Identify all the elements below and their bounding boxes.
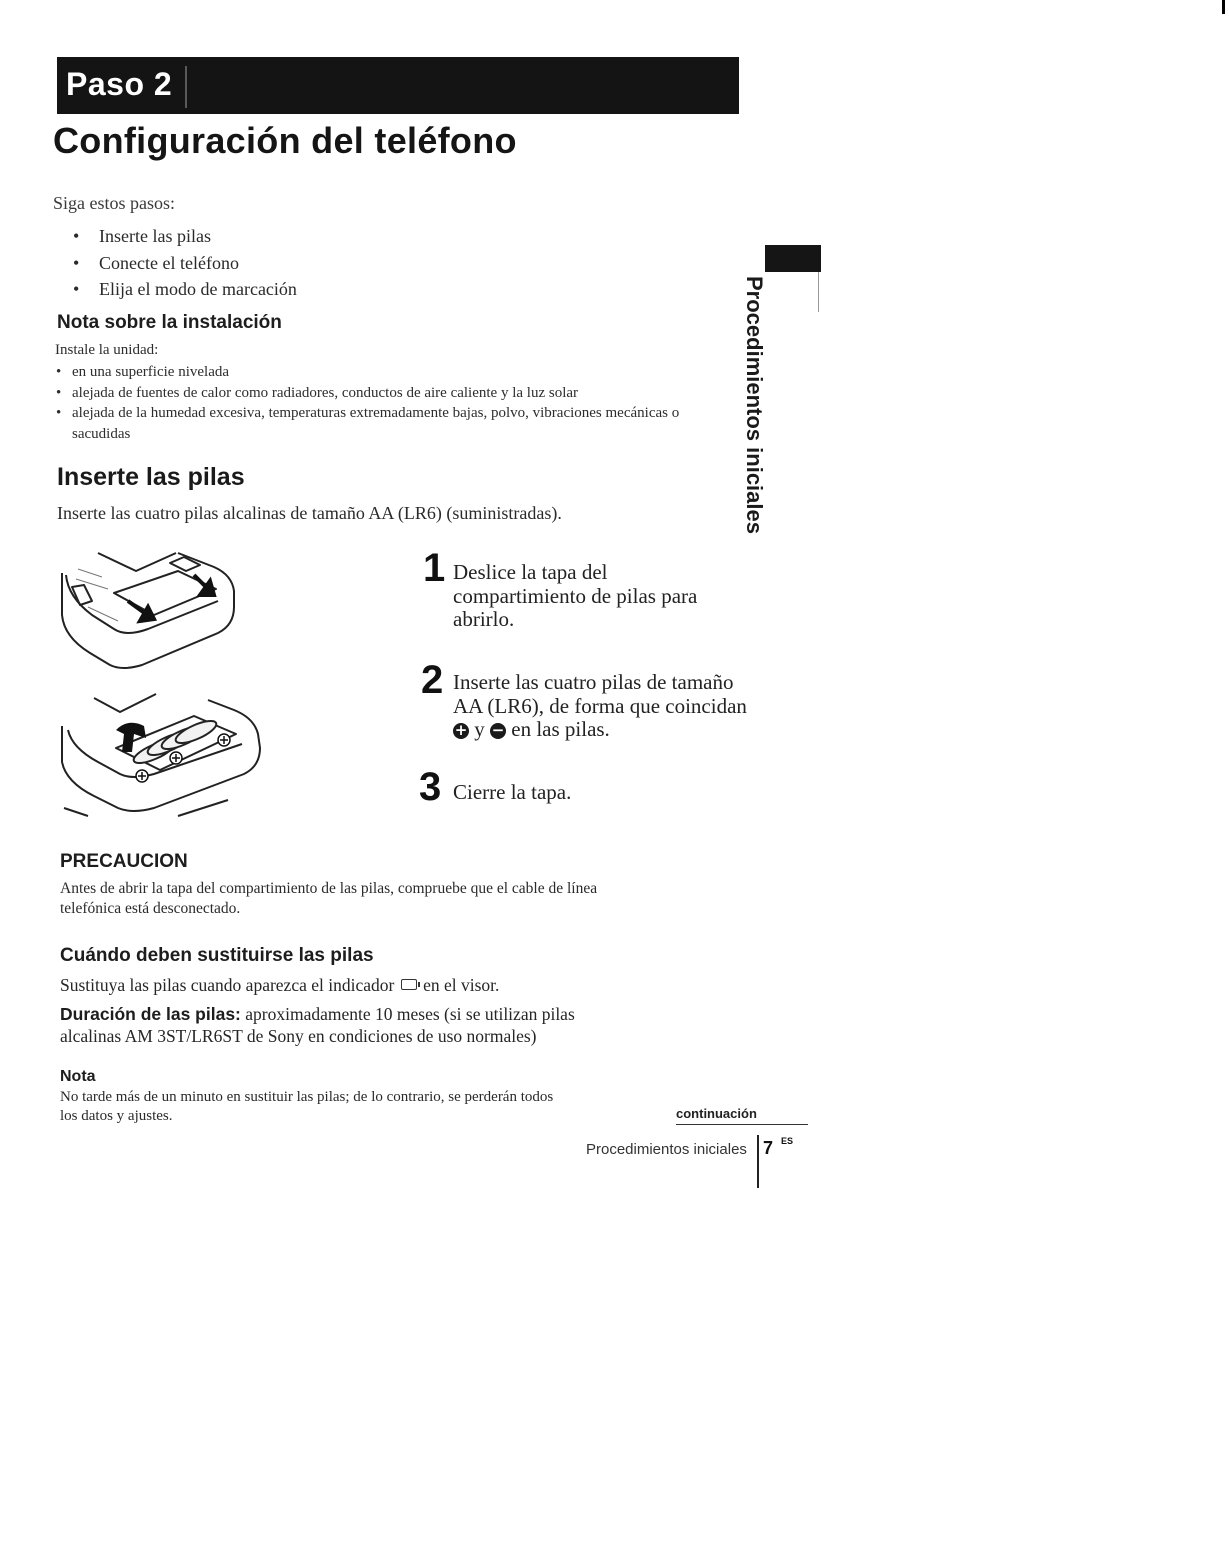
plus-circle-icon: + [454, 721, 468, 739]
footnote-heading: Nota [60, 1068, 96, 1085]
battery-low-icon [401, 979, 417, 990]
replacement-text-after: en el visor. [423, 975, 500, 995]
continued-label: continuación [676, 1106, 757, 1121]
step-text-3: Cierre la tapa. [453, 780, 572, 804]
minus-circle-icon: − [491, 721, 505, 739]
replacement-heading: Cuándo deben sustituirse las pilas [60, 945, 374, 966]
replacement-text-before: Sustituya las pilas cuando aparezca el indicador [60, 975, 395, 995]
step-label: Paso 2 [66, 66, 173, 102]
installation-note-lead: Instale la unidad: [55, 342, 159, 358]
replacement-text [60, 975, 499, 996]
step-number-1: 1 [423, 546, 446, 590]
step-text-2-mid: y [474, 717, 485, 741]
installation-note-item: • en una superficie nivelada [72, 362, 712, 383]
step-text-2-after: en las pilas. [511, 717, 610, 741]
battery-duration-text: aproximadamente 10 meses (si se utilizan pilas alcalinas AM 3ST/LR6ST de Sony en condiciones de uso normales) [60, 1004, 575, 1046]
intro-step: • Elija el modo de marcación [99, 276, 297, 303]
battery-duration [60, 1004, 640, 1047]
installation-note-list [72, 362, 712, 444]
step-text-2 [453, 671, 753, 742]
footer-divider [757, 1135, 759, 1188]
caution-text: Antes de abrir la tapa del compartimiento de las pilas, compruebe que el cable de línea telefónica está desconectado. [60, 880, 598, 917]
step-text-1: Deslice la tapa del compartimiento de pilas para abrirlo. [453, 560, 698, 631]
side-tab-label: Procedimientos iniciales [742, 276, 767, 534]
step-header-divider [185, 66, 187, 108]
installation-note-item: • alejada de la humedad excesiva, temperaturas extremadamente bajas, polvo, vibraciones mecánicas o sacudidas [72, 403, 712, 444]
side-tab-rule [818, 272, 819, 312]
step-number-3: 3 [419, 765, 442, 809]
scan-edge-mark [1222, 0, 1225, 14]
installation-note-heading: Nota sobre la instalación [57, 312, 282, 333]
battery-duration-label: Duración de las pilas: [60, 1004, 241, 1024]
intro-lead: Siga estos pasos: [53, 193, 176, 213]
batteries-heading: Inserte las pilas [57, 463, 245, 491]
footnote-text: No tarde más de un minuto en sustituir las pilas; de lo contrario, se perderán todos los datos y ajustes. [60, 1089, 554, 1124]
battery-insertion-illustration [58, 690, 263, 818]
page-title: Configuración del teléfono [53, 120, 517, 161]
page-number: 7 [763, 1138, 774, 1158]
batteries-intro: Inserte las cuatro pilas alcalinas de tamaño AA (LR6) (suministradas). [57, 503, 562, 523]
caution-heading: PRECAUCION [60, 851, 188, 872]
intro-step: • Inserte las pilas [99, 223, 297, 250]
footer-section-name: Procedimientos iniciales [586, 1141, 747, 1158]
side-tab-marker [765, 245, 821, 272]
intro-step-list [99, 223, 297, 303]
page-number-language: ES [781, 1136, 794, 1146]
continued-rule [676, 1124, 808, 1125]
battery-cover-open-illustration [58, 545, 243, 673]
installation-note-item: • alejada de fuentes de calor como radiadores, conductos de aire caliente y la luz solar [72, 383, 712, 404]
step-text-2-before: Inserte las cuatro pilas de tamaño AA (LR6), de forma que coincidan [453, 670, 747, 718]
intro-step: • Conecte el teléfono [99, 250, 297, 277]
step-number-2: 2 [421, 658, 444, 702]
